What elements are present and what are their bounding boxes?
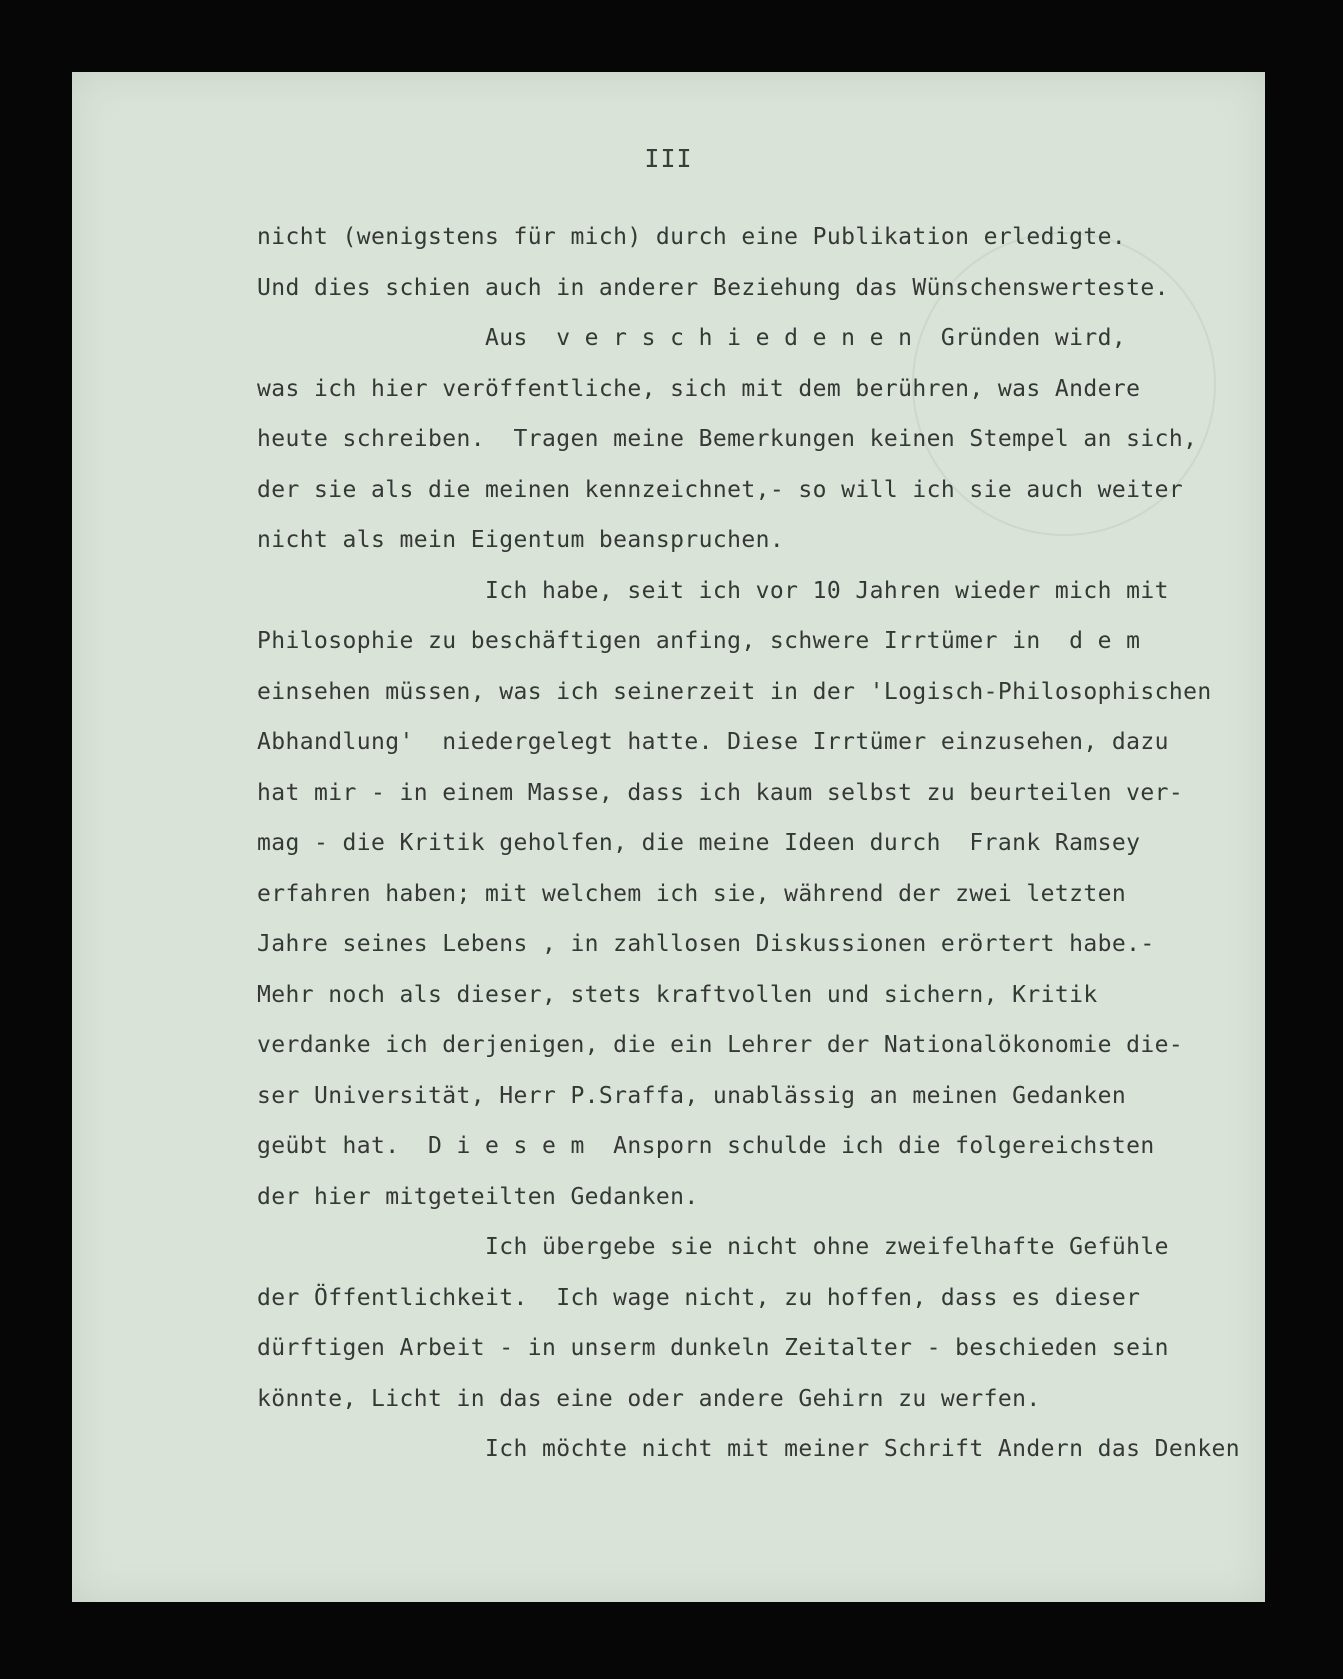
text-line: verdanke ich derjenigen, die ein Lehrer der Nationalökonomie die-: [257, 1032, 1184, 1058]
page-number: III: [644, 144, 693, 173]
text-line: Und dies schien auch in anderer Beziehung das Wünschenswerteste.: [257, 274, 1169, 301]
text-line: Philosophie zu beschäftigen anfing, schwere Irrtümer in d e m: [257, 628, 1141, 654]
text-line: Ich habe, seit ich vor 10 Jahren wieder mich mit: [257, 577, 1169, 604]
text-line: könnte, Licht in das eine oder andere Gehirn zu werfen.: [257, 1385, 1041, 1412]
text-line: hat mir - in einem Masse, dass ich kaum selbst zu beurteilen ver-: [257, 779, 1184, 806]
text-line: Ich möchte nicht mit meiner Schrift Andern das Denken: [257, 1436, 1241, 1462]
text-line: Ich übergebe sie nicht ohne zweifelhafte Gefühle: [257, 1234, 1169, 1260]
text-line: der hier mitgeteilten Gedanken.: [257, 1183, 699, 1210]
typewritten-page: [72, 72, 1265, 1602]
text-line: der sie als die meinen kennzeichnet,- so will ich sie auch weiter: [257, 476, 1184, 503]
text-line: mag - die Kritik geholfen, die meine Ideen durch Frank Ramsey: [257, 830, 1141, 856]
text-line: ser Universität, Herr P.Sraffa, unablässig an meinen Gedanken: [257, 1082, 1127, 1109]
text-line: Jahre seines Lebens , in zahllosen Diskussionen erörtert habe.-: [257, 931, 1155, 957]
text-line: nicht als mein Eigentum beanspruchen.: [257, 527, 785, 553]
text-line: der Öffentlichkeit. Ich wage nicht, zu hoffen, dass es dieser: [257, 1284, 1141, 1311]
text-line: Mehr noch als dieser, stets kraftvollen und sichern, Kritik: [257, 981, 1098, 1008]
text-line: geübt hat. D i e s e m Ansporn schulde ich die folgereichsten: [257, 1133, 1155, 1159]
text-line: Abhandlung' niedergelegt hatte. Diese Irrtümer einzusehen, dazu: [257, 729, 1169, 755]
text-line: dürftigen Arbeit - in unserm dunkeln Zeitalter - beschieden sein: [257, 1335, 1169, 1361]
text-line: heute schreiben. Tragen meine Bemerkungen keinen Stempel an sich,: [257, 426, 1198, 452]
text-line: was ich hier veröffentliche, sich mit dem berühren, was Andere: [257, 375, 1141, 402]
body-text: [257, 212, 1267, 1475]
text-line: erfahren haben; mit welchem ich sie, während der zwei letzten: [257, 880, 1127, 907]
text-line: Aus v e r s c h i e d e n e n Gründen wird,: [257, 325, 1127, 351]
text-line: nicht (wenigstens für mich) durch eine Publikation erledigte.: [257, 224, 1127, 250]
text-line: einsehen müssen, was ich seinerzeit in der 'Logisch-Philosophischen: [257, 678, 1212, 705]
